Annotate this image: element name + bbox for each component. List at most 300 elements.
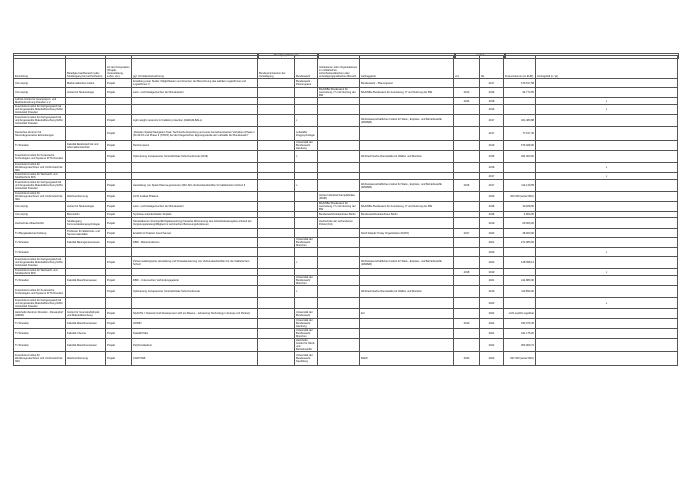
- col-header-bundeswehr: Bundeswehr: [295, 56, 318, 79]
- table-row: [14, 173, 678, 180]
- col-header-von: von: [454, 56, 480, 79]
- cell-bm: [258, 192, 295, 202]
- cell-finanzvolumen: [504, 269, 536, 276]
- cell-bundeswehr: [295, 248, 318, 257]
- cell-einrichtung: TU Dresden: [14, 339, 66, 352]
- cell-einrichtung: Fraunhofer-Institut für Fertigungstechnik und Angewandte Materialforschung IFAM, Institutsteil Dresden: [14, 105, 66, 115]
- col-header-art: Art der Kooperation (Projekt, Veranstaltung, Lehre, etc.): [106, 56, 132, 79]
- cell-bundeswehr: Universität der Bundeswehr: [295, 309, 318, 319]
- cell-auftraggeber: [360, 218, 454, 229]
- cell-auftraggeber: [360, 163, 454, 173]
- cell-bis: 2020: [480, 257, 504, 269]
- cell-fachbereich: Institut für Meteorologie: [66, 202, 106, 212]
- cell-bundeswehr: x: [295, 286, 318, 298]
- cell-bundeswehr: x: [295, 257, 318, 269]
- table-row: [14, 309, 678, 319]
- cell-bis: 2019: [480, 141, 504, 151]
- table-row: [14, 79, 678, 88]
- cell-auftraggeber: EU: [360, 309, 454, 319]
- cell-bundeswehr: [295, 202, 318, 212]
- cell-fachbereich: Fakultät Bauingenieurwesen: [66, 238, 106, 248]
- cell-bis: 2017: [480, 173, 504, 180]
- cell-auftraggeber: BAAINBw Bundesamt für Ausrüstung, IT und Nutzung der BW: [360, 88, 454, 98]
- cell-einrichtung: Deutsches Zentrum für Neurodegenerative Erkrankungen: [14, 127, 66, 141]
- cell-bundeswehr: Universität der Bundeswehr Hamburg: [295, 319, 318, 329]
- cell-art: Projekt: [106, 192, 132, 202]
- cell-von: [454, 79, 480, 88]
- cell-institution: [318, 269, 360, 276]
- cell-von: [454, 151, 480, 163]
- cell-von: [454, 276, 480, 286]
- cell-vertragsfall: x: [536, 269, 678, 276]
- cell-auftraggeber: Wehrwissenschaftliches Institut für Werk-, Explosiv- und Betriebsstoffe (WIWEB): [360, 257, 454, 269]
- cell-institution: [318, 173, 360, 180]
- cell-auftraggeber: Wehrwissenschaftliches Institut für Werk-, Explosiv- und Betriebsstoffe (WIWEB): [360, 115, 454, 127]
- cell-art: Projekt: [106, 319, 132, 329]
- cell-einrichtung: TU Dresden: [14, 141, 66, 151]
- table-row: [14, 238, 678, 248]
- cell-institution: [318, 115, 360, 127]
- cell-finanzvolumen: 112.149,55: [504, 180, 536, 192]
- table-row: [14, 319, 678, 329]
- cell-fachbereich: [66, 105, 106, 115]
- cell-einrichtung: TU Dresden: [14, 329, 66, 339]
- table-row: [14, 286, 678, 298]
- cell-fachbereich: [66, 127, 106, 141]
- cell-institution: [318, 276, 360, 286]
- cell-vertragsfall: [536, 151, 678, 163]
- cell-vorhaben: „Dresden Spatial Navigation Task: Technische Erprobung und eines bemerkenswerten Vorhaben (Phase 1 (01.09.15 und Phase II (STR/F) bei der Fliegerischen Eignungsstudie der Luftwaffe der Bundeswehr": [132, 127, 258, 141]
- cell-bis: 2018: [480, 163, 504, 173]
- cell-art: [106, 163, 132, 173]
- cell-institution: [318, 141, 360, 151]
- cell-von: [454, 309, 480, 319]
- cell-vertragsfall: [536, 218, 678, 229]
- cell-fachbereich: Wachsumformung: [66, 192, 106, 202]
- cell-institution: BAAINBw Bundesamt für Ausrüstung, IT und Nutzung der BW: [318, 88, 360, 98]
- cell-institution: [318, 352, 360, 366]
- cell-vertragsfall: [536, 286, 678, 298]
- cell-bis: 2019: [480, 286, 504, 298]
- cell-einrichtung: Uni Leipzig: [14, 202, 66, 212]
- cell-bm: [258, 79, 295, 88]
- cell-bm: [258, 115, 295, 127]
- cell-fachbereich: [66, 163, 106, 173]
- cell-bis: 2018: [480, 98, 504, 105]
- cell-vorhaben: NAAVTE = Network And Development with ion Beams – Advancing Technology in Europe (14 Partner): [132, 309, 258, 319]
- cell-finanzvolumen: 200.000 (anteil IWU): [504, 192, 536, 202]
- spreadsheet: [13, 55, 677, 366]
- cell-bis: 2020: [480, 298, 504, 309]
- group-header-beteiligte: Beteiligte(r) Partner(in) …: [257, 53, 319, 59]
- cell-bm: [258, 269, 295, 276]
- cell-institution: [318, 286, 360, 298]
- cell-institution: [318, 298, 360, 309]
- cell-finanzvolumen: 60.000,00: [504, 218, 536, 229]
- cell-bundeswehr: [295, 229, 318, 238]
- cell-vorhaben: Herstellung von Spark Plasma gesinterten (MC-SiC-Verbundwerkstoffen für ballistischen Schutz II: [132, 180, 258, 192]
- cell-bundeswehr: x: [295, 115, 318, 127]
- cell-finanzvolumen: 414.880,00: [504, 276, 536, 286]
- cell-vertragsfall: x: [536, 298, 678, 309]
- cell-bis: 2017: [480, 115, 504, 127]
- cell-vorhaben: [132, 98, 258, 105]
- cell-fachbereich: Biomedizin: [66, 212, 106, 218]
- cell-von: 2020: [454, 352, 480, 366]
- cell-vertragsfall: [536, 115, 678, 127]
- col-header-bis: bis: [480, 56, 504, 79]
- cell-auftraggeber: [360, 238, 454, 248]
- cell-art: Projekt: [106, 212, 132, 218]
- cell-fachbereich: Fakultät Maschinenwesen: [66, 319, 106, 329]
- cell-von: [454, 173, 480, 180]
- cell-bis: 2023: [480, 352, 504, 366]
- cell-vertragsfall: [536, 352, 678, 366]
- col-header-bm: Bundesministerium der Verteidigung: [258, 56, 295, 79]
- cell-auftraggeber: [360, 173, 454, 180]
- cell-auftraggeber: [360, 298, 454, 309]
- cell-fachbereich: Institut für Ionenstrahlphysik und Materialforschung: [66, 309, 106, 319]
- cell-institution: [318, 180, 360, 192]
- cell-institution: [318, 248, 360, 257]
- cell-vertragsfall: x: [536, 105, 678, 115]
- table-row: [14, 257, 678, 269]
- cell-art: Projekt: [106, 127, 132, 141]
- header-row: [14, 56, 678, 79]
- cell-finanzvolumen: [504, 98, 536, 105]
- cell-vertragsfall: [536, 229, 678, 238]
- table-row: [14, 105, 678, 115]
- cell-fachbereich: [66, 257, 106, 269]
- cell-auftraggeber: BAAINBw Bundesamt für Ausrüstung, IT und Nutzung der BW: [360, 202, 454, 212]
- cell-fachbereich: Professur für Elektronik- und Sensormaterialien: [66, 229, 106, 238]
- cell-auftraggeber: [360, 339, 454, 352]
- cell-art: Projekt: [106, 229, 132, 238]
- cell-institution: [318, 309, 360, 319]
- cell-vertragsfall: x: [536, 173, 678, 180]
- cell-bis: 2017: [480, 79, 504, 88]
- cell-vorhaben: Lärm- und Feldagentuchen der Bundeswehr: [132, 202, 258, 212]
- cell-von: [454, 238, 480, 248]
- cell-vorhaben: DBFI - Betonstrukturen: [132, 238, 258, 248]
- cell-art: Projekt: [106, 352, 132, 366]
- cell-von: [454, 115, 480, 127]
- col-header-finanzvolumen: Finanzvolumen (in EUR): [504, 56, 536, 79]
- cell-institution: [318, 319, 360, 329]
- cell-von: [454, 163, 480, 173]
- cell-vertragsfall: [536, 202, 678, 212]
- cell-institution: BAAINBw Bundesamt für Ausrüstung, IT und Nutzung der BW: [318, 202, 360, 212]
- cell-finanzvolumen: 4.800,00: [504, 212, 536, 218]
- cell-bundeswehr: Universität der Bundeswehr Neubiberg: [295, 352, 318, 366]
- cell-art: Projekt: [106, 286, 132, 298]
- cell-von: [454, 298, 480, 309]
- cell-institution: [318, 339, 360, 352]
- cell-art: Projekt: [106, 79, 132, 88]
- cell-von: 2018: [454, 269, 480, 276]
- cell-bm: [258, 238, 295, 248]
- cell-auftraggeber: [360, 192, 454, 202]
- cell-bundeswehr: Helmholtz- Institut für Werk- und Betriebsstoffe: [295, 339, 318, 352]
- cell-von: [454, 286, 480, 298]
- cell-institution: [318, 329, 360, 339]
- cell-vertragsfall: [536, 127, 678, 141]
- cell-vorhaben: PolyTex/HeaFun: [132, 339, 258, 352]
- cell-art: [106, 248, 132, 257]
- cell-einrichtung: TU Dresden: [14, 248, 66, 257]
- cell-bundeswehr: Universität der Bundeswehr Hamburg: [295, 141, 318, 151]
- cell-fachbereich: [66, 173, 106, 180]
- cell-finanzvolumen: [504, 105, 536, 115]
- table-row: [14, 88, 678, 98]
- cell-vorhaben: Optimierung transparenter Verstrebt/Glas Schutzverbunde: [132, 286, 258, 298]
- cell-einrichtung: Uni Leipzig: [14, 88, 66, 98]
- cell-art: [106, 98, 132, 105]
- cell-finanzvolumen: 676.928,00: [504, 141, 536, 151]
- cell-einrichtung: Fraunhofer-Institut für Werkzeugmaschinen und Umformtechnik IWU: [14, 163, 66, 173]
- cell-bis: 2022: [480, 319, 504, 329]
- cell-auftraggeber: [360, 127, 454, 141]
- cell-von: [454, 329, 480, 339]
- cell-von: 2017: [454, 229, 480, 238]
- cell-bundeswehr: [295, 105, 318, 115]
- cell-art: Projekt: [106, 151, 132, 163]
- cell-von: 2016: [454, 180, 480, 192]
- cell-bis: 2022: [480, 339, 504, 352]
- cell-art: Projekt: [106, 257, 132, 269]
- table-row: [14, 329, 678, 339]
- table-row: [14, 248, 678, 257]
- cell-bm: [258, 276, 295, 286]
- cell-art: Projekt: [106, 309, 132, 319]
- cell-art: Projekt: [106, 218, 132, 229]
- cell-fachbereich: [66, 115, 106, 127]
- cell-bm: [258, 202, 295, 212]
- cell-einrichtung: Fraunhofer-Institut für Fertigungstechnik und Angewandte Materialforschung IFAM, Institutsteil Dresden: [14, 257, 66, 269]
- cell-art: Projekt: [106, 276, 132, 286]
- col-header-vertragsfall: Vertragsfall (x / ja): [536, 56, 678, 79]
- cell-von: [454, 248, 480, 257]
- cell-einrichtung: TU Dresden: [14, 276, 66, 286]
- cell-bundeswehr: Universität der Bundeswehr München: [295, 276, 318, 286]
- cell-von: [454, 127, 480, 141]
- cell-bm: [258, 339, 295, 352]
- cell-bm: [258, 286, 295, 298]
- table-row: [14, 115, 678, 127]
- table-row: [14, 352, 678, 366]
- cell-bm: [258, 319, 295, 329]
- cell-bm: [258, 173, 295, 180]
- cell-art: [106, 105, 132, 115]
- cell-auftraggeber: [360, 329, 454, 339]
- cell-vorhaben: DBFI - Untersuchen Verbindungsgelenk: [132, 276, 258, 286]
- cell-institution: [318, 257, 360, 269]
- cell-bundeswehr: [295, 192, 318, 202]
- cell-von: [454, 202, 480, 212]
- table-row: [14, 229, 678, 238]
- cell-institution: [318, 105, 360, 115]
- col-header-auftraggeber: Auftraggeber: [360, 56, 454, 79]
- cell-finanzvolumen: nicht explizit ergebbar: [504, 309, 536, 319]
- table-row: [14, 180, 678, 192]
- cell-fachbereich: Wachsumformung: [66, 352, 106, 366]
- cell-bundeswehr: Luftwaffe/ Flugpsychologie: [295, 127, 318, 141]
- cell-von: [454, 218, 480, 229]
- cell-bis: 2019: [480, 218, 504, 229]
- cell-finanzvolumen: [504, 173, 536, 180]
- group-header-laufzeit: Laufzeit: [454, 53, 506, 59]
- cell-bundeswehr: x: [295, 180, 318, 192]
- cell-fachbereich: [66, 248, 106, 257]
- cell-einrichtung: Fraunhofer-Institut für Fertigungstechnik und Angewandte Materialforschung IFAM, Institutsteil Dresden: [14, 180, 66, 192]
- table-row: [14, 192, 678, 202]
- cell-art: Projekt: [106, 202, 132, 212]
- cell-fachbereich: Institut für Meteorologie: [66, 88, 106, 98]
- cell-bm: [258, 151, 295, 163]
- cooperation-table: [13, 55, 678, 366]
- cell-einrichtung: Fraunhofer-Institut für Keramische Technologien und Systeme IKTS Dresden: [14, 286, 66, 298]
- cell-auftraggeber: [360, 276, 454, 286]
- table-row: [14, 151, 678, 163]
- cell-bundeswehr: Bundeswehr - Planungsamt: [295, 79, 318, 88]
- cell-bm: [258, 105, 295, 115]
- cell-institution: Hochschule der verbundenen Polizei (FH): [318, 218, 360, 229]
- cell-institution: [318, 151, 360, 163]
- cell-einrichtung: Uni Leipzig: [14, 79, 66, 88]
- cell-einrichtung: TU Bergakademie Freiberg: [14, 229, 66, 238]
- cell-einrichtung: Hochschule Zittau/Görlitz: [14, 218, 66, 229]
- table-row: [14, 339, 678, 352]
- table-row: [14, 298, 678, 309]
- cell-bis: 2019: [480, 269, 504, 276]
- cell-bm: [258, 163, 295, 173]
- cell-finanzvolumen: 148.598,13: [504, 257, 536, 269]
- cell-vertragsfall: [536, 339, 678, 352]
- cell-vorhaben: ACTs Instikal Phalena: [132, 192, 258, 202]
- cell-art: [106, 298, 132, 309]
- cell-bundeswehr: [295, 163, 318, 173]
- cell-bis: 2016: [480, 88, 504, 98]
- cell-vertragsfall: [536, 180, 678, 192]
- cell-fachbereich: [66, 151, 106, 163]
- cell-bundeswehr: [295, 218, 318, 229]
- cell-einrichtung: Helmholtz-Zentrum Dresden - Rossendorf (HZDR): [14, 309, 66, 319]
- cell-bundeswehr: [295, 88, 318, 98]
- cell-bundeswehr: [295, 98, 318, 105]
- cell-art: Projekt: [106, 238, 132, 248]
- cell-einrichtung: TU Dresden: [14, 238, 66, 248]
- cell-finanzvolumen: 271.980,00: [504, 238, 536, 248]
- cell-von: [454, 257, 480, 269]
- cell-auftraggeber: Wehrwissenschaftliches Institut für Werk-, Explosiv- und Betriebsstoffe (WIWEB): [360, 180, 454, 192]
- cell-von: [454, 105, 480, 115]
- cell-institution: [318, 163, 360, 173]
- cell-fachbereich: Studiengang Kommunikationspsychologie: [66, 218, 106, 229]
- cell-vertragsfall: [536, 238, 678, 248]
- cell-institution: [318, 79, 360, 88]
- cell-bm: [258, 180, 295, 192]
- cell-auftraggeber: Wehrtechnische Dienststelle für Waffen und Munition: [360, 151, 454, 163]
- cell-einrichtung: Fraunhofer-Institut für Keramische Technologien und Systeme IKTS Dresden: [14, 151, 66, 163]
- cell-finanzvolumen: [504, 163, 536, 173]
- cell-auftraggeber: Bundeswehrkrankenhaus Berlin: [360, 212, 454, 218]
- table-row: [14, 276, 678, 286]
- cell-bm: [258, 229, 295, 238]
- cell-auftraggeber: Wehrtechnische Dienststelle für Waffen und Munition: [360, 286, 454, 298]
- cell-vertragsfall: x: [536, 248, 678, 257]
- cell-vorhaben: [132, 173, 258, 180]
- cell-von: 2019: [454, 319, 480, 329]
- cell-bis: 2021: [480, 238, 504, 248]
- cell-vorhaben: Optimierung transparenter Verstrebt/Glas Schutzverbunde (2013): [132, 151, 258, 163]
- cell-vorhaben: [132, 163, 258, 173]
- cell-vorhaben: NukeMOVEL: [132, 329, 258, 339]
- cell-vertragsfall: [536, 309, 678, 319]
- cell-vorhaben: [132, 248, 258, 257]
- cell-von: [454, 339, 480, 352]
- cell-auftraggeber: [360, 269, 454, 276]
- cell-auftraggeber: [360, 105, 454, 115]
- cell-bm: [258, 88, 295, 98]
- table-row: [14, 218, 678, 229]
- cell-bundeswehr: Universität der Bundeswehr München: [295, 238, 318, 248]
- cell-fachbereich: [66, 298, 106, 309]
- cell-vertragsfall: [536, 192, 678, 202]
- cell-vorhaben: HORIN: [132, 319, 258, 329]
- cell-art: Projekt: [106, 141, 132, 151]
- cell-bis: 2019: [480, 192, 504, 202]
- cell-fachbereich: [66, 286, 106, 298]
- table-row: [14, 269, 678, 276]
- col-header-institutionen: Institutionen oder Organisationen im militärischen, sicherheitspolitischen oder verteidigungspolitischen Bereich: [318, 56, 360, 79]
- cell-bis: 2021: [480, 329, 504, 339]
- cell-bm: [258, 257, 295, 269]
- cell-auftraggeber: [360, 141, 454, 151]
- cell-auftraggeber: [360, 248, 454, 257]
- cell-fachbereich: Fakultät Chemie: [66, 329, 106, 339]
- cell-vertragsfall: x: [536, 163, 678, 173]
- col-header-thema: ggf. Vorhabenbezeichnung: [132, 56, 258, 79]
- cell-vertragsfall: [536, 141, 678, 151]
- cell-bm: [258, 218, 295, 229]
- cell-vorhaben: Ersatform/ Polarion Good Sensor: [132, 229, 258, 238]
- cell-auftraggeber: [360, 98, 454, 105]
- cell-einrichtung: TU Dresden: [14, 319, 66, 329]
- cell-finanzvolumen: 48.000,00: [504, 229, 536, 238]
- cell-fachbereich: Fakultät Maschinenwesen: [66, 339, 106, 352]
- cell-bm: [258, 298, 295, 309]
- cell-fachbereich: [66, 180, 106, 192]
- cell-vorhaben: [132, 298, 258, 309]
- cell-auftraggeber: Bundeswehr - Planungsamt: [360, 79, 454, 88]
- cell-bis: 2015: [480, 151, 504, 163]
- cell-fachbereich: Fakultät Elektrotechnik und Informationstechnik: [66, 141, 106, 151]
- cell-auftraggeber: [360, 319, 454, 329]
- cell-bm: [258, 352, 295, 366]
- cell-bis: 2018: [480, 202, 504, 212]
- cell-vorhaben: Erstellung einer Studie: Möglichkeiten und Grenzen der Berechnung des stabilen Logarithmus und Logarithmus II: [132, 79, 258, 88]
- cell-auftraggeber: BAIW: [360, 352, 454, 366]
- cell-bis: 2018: [480, 212, 504, 218]
- cell-art: Projekt: [106, 115, 132, 127]
- cell-vorhaben: Reinhumanno: [132, 141, 258, 151]
- cell-finanzvolumen: 441.175,20: [504, 329, 536, 339]
- cell-finanzvolumen: 670.517,58: [504, 79, 536, 88]
- cell-institution: [318, 127, 360, 141]
- cell-von: 2014: [454, 98, 480, 105]
- cell-bundeswehr: [295, 298, 318, 309]
- cell-art: Projekt: [106, 339, 132, 352]
